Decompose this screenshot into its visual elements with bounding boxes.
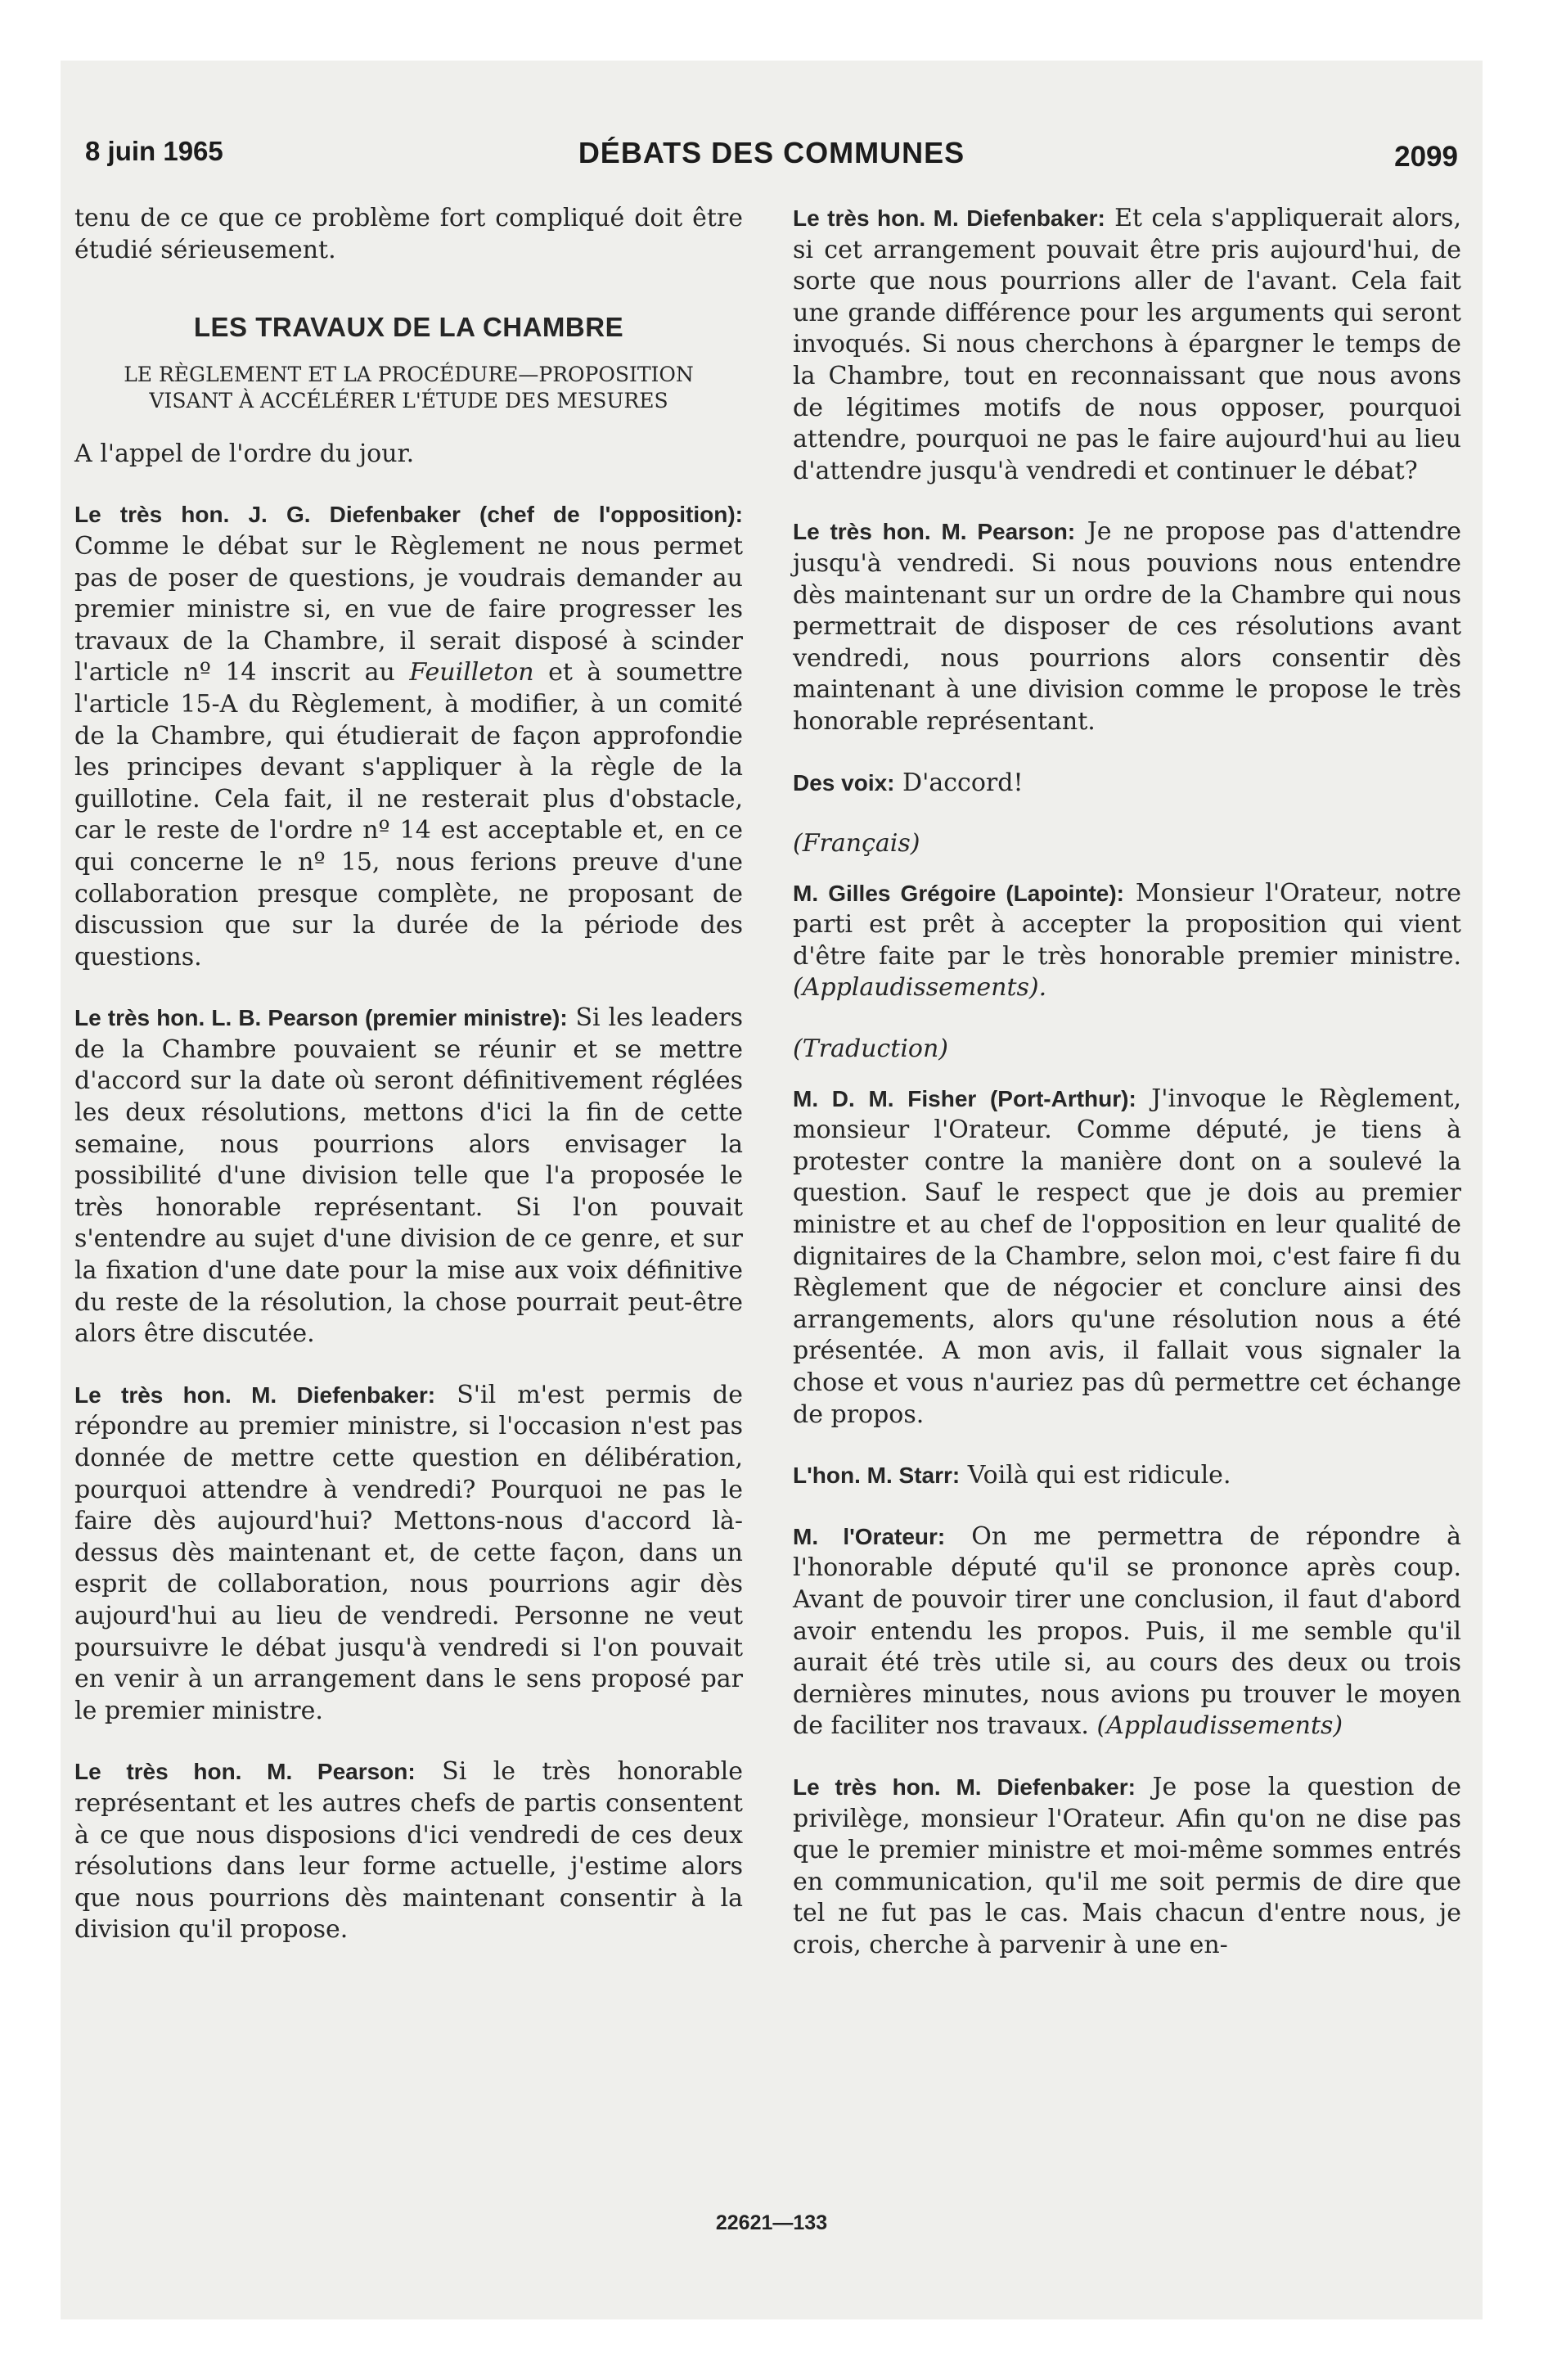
speech-text: Voilà qui est ridicule. xyxy=(967,1461,1231,1490)
speaker-name: Le très hon. M. Diefenbaker: xyxy=(793,1774,1136,1800)
speech-text: J'invoque le Règlement, monsieur l'Orateur. Comme député, je tiens à protester contre la manière dont on a soulevé la question. Sauf le respect que je dois au premier ministre et au chef de l'opposition en leur qualité de dignitaires de la Chambre, selon moi, c'est faire fi du Règlement que de négocier et conclure ainsi des arrangements, alors qu'une résolution nous a été présentée. A mon avis, il fallait vous signaler la chose et vous n'auriez pas dû permettre cet échange de propos. xyxy=(793,1084,1461,1429)
page-header xyxy=(85,136,1458,185)
header-title: DÉBATS DES COMMUNES xyxy=(578,136,965,169)
speech-diefenbaker-1 xyxy=(74,499,743,973)
speech-text: Comme le débat sur le Règlement ne nous permet pas de poser de questions, je voudrais demander au premier ministre si, en vue de faire progresser les travaux de la Chambre, il serait disposé à scinder l'article nº 14 inscrit au xyxy=(74,531,743,687)
speech-text: Si les leaders de la Chambre pouvaient se réunir et se mettre d'accord sur la date où seront définitivement réglées les deux résolutions, mettons d'ici la fin de cette semaine, nous pourrions alors envisager la possibilité d'une division telle que l'a proposée le très honorable représentant. Si l'on pouvait s'entendre au sujet d'une division de ce genre, et sur la fixation d'une date pour la mise aux voix définitive du reste de la résolution, la chose pourrait peut-être alors être discutée. xyxy=(74,1003,743,1349)
speaker-name: Le très hon. M. Pearson: xyxy=(793,519,1076,545)
speaker-name: M. Gilles Grégoire (Lapointe): xyxy=(793,880,1124,906)
speaker-name: Le très hon. J. G. Diefenbaker (chef de l'opposition): xyxy=(74,502,743,528)
speaker-name: L'hon. M. Starr: xyxy=(793,1463,961,1489)
speech-text: Monsieur l'Orateur, notre parti est prêt à accepter la proposition qui vient d'être faite par le très honorable premier ministre. xyxy=(793,878,1461,971)
speech-text: Je pose la question de privilège, monsieur l'Orateur. Afin qu'on ne dise pas que le premier ministre et moi-même sommes entrés en communication, qu'il me soit permis de dire que tel ne fut pas le cas. Mais chacun d'entre nous, je crois, cherche à parvenir à une en- xyxy=(793,1772,1461,1959)
speech-text: Je ne propose pas d'attendre jusqu'à vendredi. Si nous pouvions nous entendre dès maintenant sur un ordre de la Chambre qui nous permettrait de disposer de ces résolutions avant vendredi, nous pourrions alors consentir dès maintenant à une division comme le propose le très honorable représentant. xyxy=(793,517,1461,736)
speaker-name: M. l'Orateur: xyxy=(793,1523,946,1549)
right-column xyxy=(793,203,1461,1991)
speaker-name: Le très hon. M. Diefenbaker: xyxy=(74,1382,436,1408)
speech-text: S'il m'est permis de répondre au premier ministre, si l'occasion n'est pas donnée de mettre cette question en délibération, pourquoi attendre à vendredi? Pourquoi ne pas le faire dès aujourd'hui? Mettons-nous d'accord là-dessus dès maintenant et, de cette façon, dans un esprit de collaboration, nous pourrions agir dès aujourd'hui au lieu de vendredi. Personne ne veut poursuivre le débat jusqu'à vendredi si l'on pouvait en venir à un arrangement dans le sens proposé par le premier ministre. xyxy=(74,1380,743,1725)
speaker-name: Le très hon. M. Pearson: xyxy=(74,1759,416,1785)
speech-voices xyxy=(793,768,1461,800)
speech-text: D'accord! xyxy=(902,768,1024,797)
speech-pearson-3 xyxy=(793,516,1461,737)
speech-italic: (Applaudissements) xyxy=(1096,1711,1343,1741)
speech-fisher xyxy=(793,1084,1461,1431)
speech-diefenbaker-3 xyxy=(793,203,1461,487)
paragraph-text: tenu de ce que ce problème fort compliqué doit être étudié sérieusement. xyxy=(74,204,743,264)
language-note-french: (Français) xyxy=(793,829,920,859)
continuation-paragraph xyxy=(74,203,743,266)
speech-text: On me permettra de répondre à l'honorable député qu'il se prononce après coup. Avant de pouvoir tirer une conclusion, il faut d'abord avoir entendu les propos. Puis, il me semble qu'il aurait été très utile si, au cours des deux ou trois dernières minutes, nous avions pu trouver le moyen de faciliter nos travaux. xyxy=(793,1521,1461,1741)
speech-diefenbaker-4 xyxy=(793,1772,1461,1962)
language-note-translation: (Traduction) xyxy=(793,1034,949,1064)
page-number: 2099 xyxy=(1394,141,1458,173)
speaker-name: M. D. M. Fisher (Port-Arthur): xyxy=(793,1085,1136,1111)
page xyxy=(61,61,1483,2319)
speech-starr xyxy=(793,1460,1461,1492)
section-title: LES TRAVAUX DE LA CHAMBRE xyxy=(193,312,624,343)
speech-pearson-1 xyxy=(74,1003,743,1350)
speech-italic: Feuilleton xyxy=(409,658,534,687)
printer-signature: 22621—133 xyxy=(715,2211,828,2234)
speech-text: Et cela s'appliquerait alors, si cet arrangement pouvait être pris aujourd'hui, de sorte que nous pourrions aller de l'avant. Cela fait une grande différence pour les arguments qui seront invoqués. Si nous cherchons à épargner le temps de la Chambre, tout en reconnaissant que nous avons de légitimes motifs de nous opposer, pourquoi attendre, pourquoi ne pas le faire aujourd'hui au lieu d'attendre jusqu'à vendredi et continuer le débat? xyxy=(793,204,1461,485)
speech-diefenbaker-2 xyxy=(74,1380,743,1728)
section-subtitle: LE RÈGLEMENT ET LA PROCÉDURE—PROPOSITION VISANT À ACCÉLÉRER L'ÉTUDE DES MESURES xyxy=(124,362,694,412)
speaker-name: Le très hon. L. B. Pearson (premier ministre): xyxy=(74,1005,568,1031)
order-of-day-paragraph xyxy=(74,439,743,471)
speech-text: Si le très honorable représentant et les autres chefs de partis consentent à ce que nous disposions d'ici vendredi de ces deux résolutions dans leur forme actuelle, j'estime alors que nous pourrions dès maintenant consentir à la division qu'il propose. xyxy=(74,1757,743,1945)
paragraph-text: A l'appel de l'ordre du jour. xyxy=(74,439,415,468)
speech-italic: (Applaudissements). xyxy=(793,973,1047,1003)
header-date: 8 juin 1965 xyxy=(85,136,223,166)
speech-text-cont: et à soumettre l'article 15-A du Règlement, à modifier, à un comité de la Chambre, qui étudierait de façon approfondie les principes devant s'appliquer à la règle de la guillotine. Cela fait, il ne resterait plus d'obstacle, car le reste de l'ordre nº 14 est acceptable et, en ce qui concerne le nº 15, nous ferions preuve d'une collaboration presque complète, ne proposant de discussion que sur la durée de la période des questions. xyxy=(74,658,743,971)
left-column xyxy=(74,203,743,1976)
speech-gregoire xyxy=(793,878,1461,1004)
speech-speaker xyxy=(793,1521,1461,1742)
speaker-name: Le très hon. M. Diefenbaker: xyxy=(793,205,1105,231)
speaker-name: Des voix: xyxy=(793,769,895,796)
speech-pearson-2 xyxy=(74,1756,743,1946)
